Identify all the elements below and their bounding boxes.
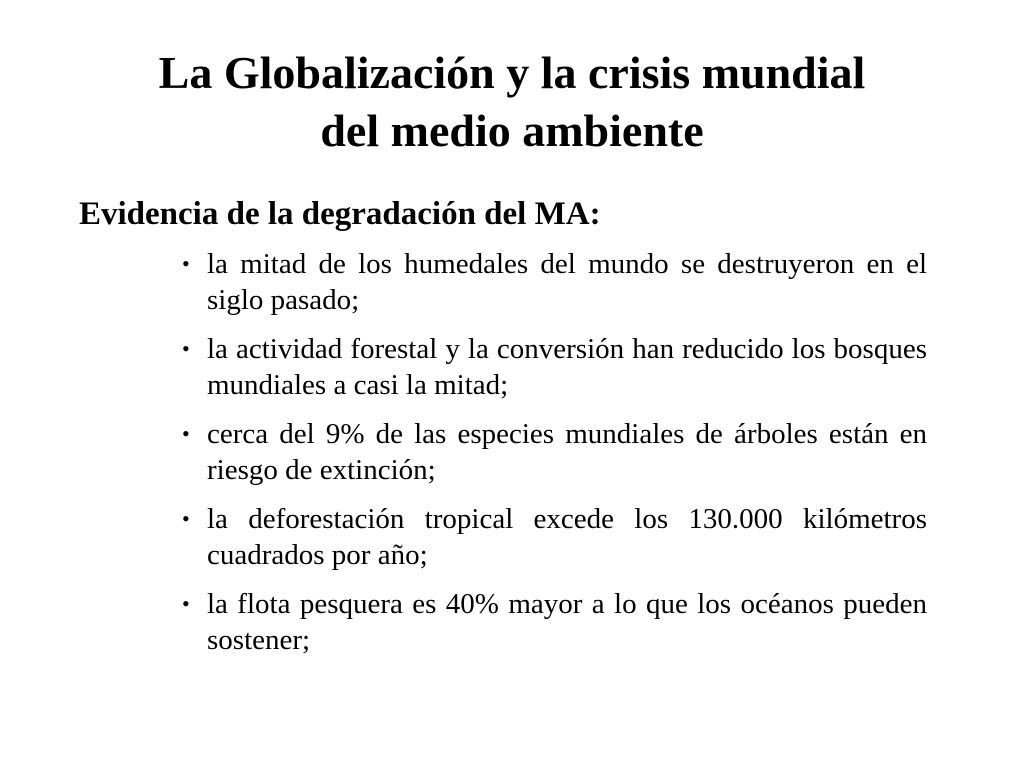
- bullet-list: [180, 246, 927, 671]
- bullet-text-5: la flota pesquera es 40% mayor a lo que los océanos pueden sostener;: [207, 588, 927, 656]
- slide-title-line-1: La Globalización y la crisis mundial: [158, 47, 866, 98]
- bullet-dot-icon: •: [182, 506, 190, 531]
- bullet-item-2: [180, 331, 927, 403]
- bullet-text-4: la deforestación tropical excede los 130.000 kilómetros cuadrados por año;: [207, 503, 927, 571]
- bullet-item-1: [180, 246, 927, 318]
- bullet-dot-icon: •: [182, 421, 190, 446]
- bullet-item-4: [180, 501, 927, 573]
- bullet-item-5: [180, 586, 927, 658]
- bullet-dot-icon: •: [182, 591, 190, 616]
- bullet-text-3: cerca del 9% de las especies mundiales de árboles están en riesgo de extinción;: [207, 418, 927, 486]
- bullet-text-1: la mitad de los humedales del mundo se destruyeron en el siglo pasado;: [207, 248, 927, 316]
- section-heading: Evidencia de la degradación del MA:: [79, 196, 601, 232]
- bullet-item-3: [180, 416, 927, 488]
- slide-title-line-2: del medio ambiente: [320, 105, 704, 156]
- bullet-dot-icon: •: [182, 336, 190, 361]
- bullet-dot-icon: •: [182, 251, 190, 276]
- bullet-text-2: la actividad forestal y la conversión han reducido los bosques mundiales a casi la mitad;: [207, 333, 927, 401]
- slide-title: [0, 44, 1024, 160]
